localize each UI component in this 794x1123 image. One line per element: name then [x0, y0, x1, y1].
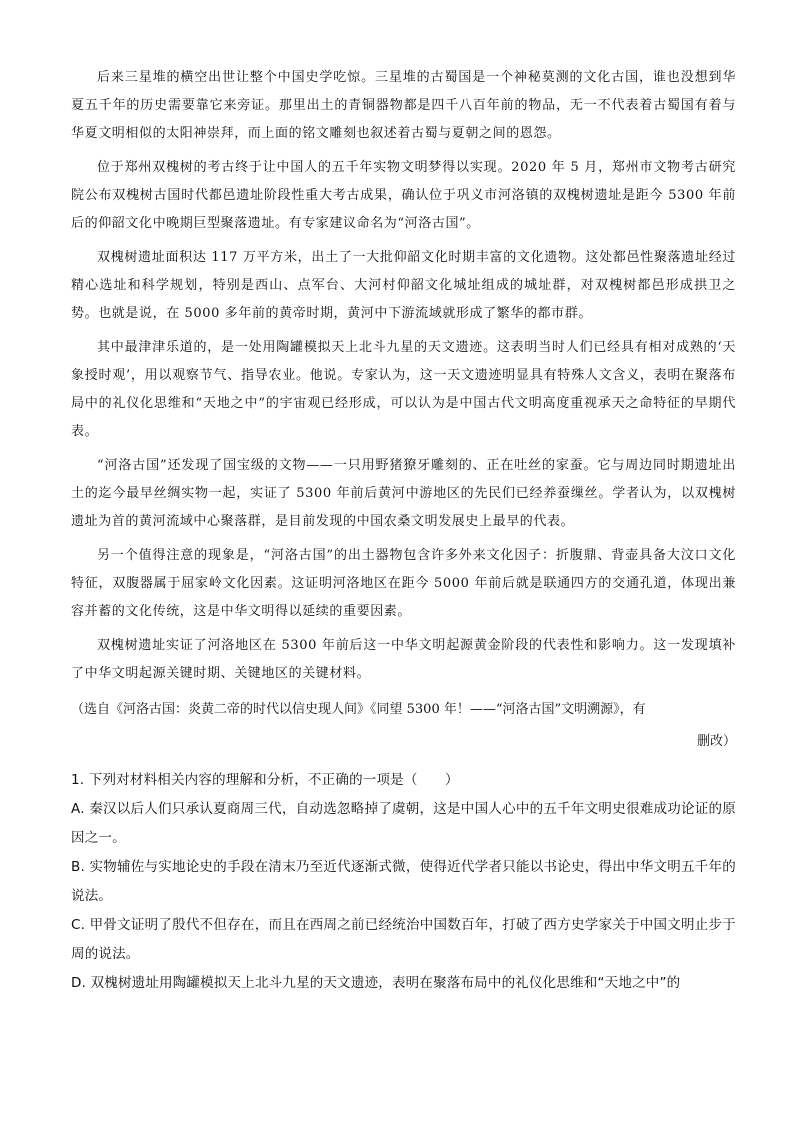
passage-paragraph: 后来三星堆的横空出世让整个中国史学吃惊。三星堆的古蜀国是一个神秘莫测的文化古国，谁也没想到华夏五千年的历史需要靠它来旁证。那里出土的青铜器物都是四千八百年前的物品，无一不代表着古蜀国有着与华夏文明相似的太阳神崇拜，而上面的铭文雕刻也叙述着古蜀与夏朝之间的恩怨。 [71, 70, 736, 141]
question-block [71, 766, 736, 998]
passage-paragraph: 其中最津津乐道的，是一处用陶罐模拟天上北斗九星的天文遗迹。这表明当时人们已经具有相对成熟的‘天象授时观’，用以观察节气、指导农业。他说。专家认为，这一天文遗迹明显具有特殊人文含义，表明在聚落布局中的礼仪化思维和“天地之中”的宇宙观已经形成，可以认为是中国古代文明高度重视承天之命特征的早期代表。 [71, 340, 736, 439]
passage-paragraph: “河洛古国”还发现了国宝级的文物——一只用野猪獠牙雕刻的、正在吐丝的家蚕。它与周边同时期遗址出土的迄今最早丝绸实物一起，实证了 5300 年前后黄河中游地区的先民们已经养蚕缫丝。学者认为，以双槐树遗址为首的黄河流域中心聚落群，是目前发现的中国农桑文明发展史上最早的代表。 [71, 458, 736, 529]
reading-passage [71, 64, 736, 688]
answer-option-b: B. 实物辅佐与实地论史的手段在清末乃至近代逐渐式微，使得近代学者只能以书论史，得出中华文明五千年的说法。 [71, 859, 736, 904]
answer-option-d: D. 双槐树遗址用陶罐模拟天上北斗九星的天文遗迹，表明在聚落布局中的礼仪化思维和“天地之中”的 [71, 975, 681, 991]
source-citation-line: （选自《河洛古国：炎黄二帝的时代以信史现人间》《同望 5300 年！——“河洛古国”文明溯源》，有 [71, 702, 646, 717]
passage-paragraph: 位于郑州双槐树的考古终于让中国人的五千年实物文明梦得以实现。2020 年 5 月，郑州市文物考古研究院公布双槐树古国时代都邑遗址阶段性重大考古成果，确认位于巩义市河洛镇的双槐树遗址是距今 5300 年前后的仰韶文化中晚期巨型聚落遗址。有专家建议命名为“河洛古国”。 [71, 160, 736, 231]
passage-paragraph: 另一个值得注意的现象是，“河洛古国”的出土器物包含许多外来文化因子：折腹鼎、背壶具备大汶口文化特征，双腹器属于屈家岭文化因素。这证明河洛地区在距今 5000 年前后就是联通四方的交通孔道，体现出兼容并蓄的文化传统，这是中华文明得以延续的重要因素。 [71, 548, 736, 619]
source-citation [71, 694, 736, 758]
answer-option-c: C. 甲骨文证明了殷代不但存在，而且在西周之前已经统治中国数百年，打破了西方史学家关于中国文明止步于周的说法。 [71, 917, 736, 962]
passage-paragraph: 双槐树遗址实证了河洛地区在 5300 年前后这一中华文明起源黄金阶段的代表性和影响力。这一发现填补了中华文明起源关键时期、关键地区的关键材料。 [71, 638, 736, 681]
question-stem: 1. 下列对材料相关内容的理解和分析，不正确的一项是（ ） [71, 772, 459, 788]
source-citation-line: 删改） [696, 734, 736, 749]
passage-paragraph: 双槐树遗址面积达 117 万平方米，出土了一大批仰韶文化时期丰富的文化遗物。这处都邑性聚落遗址经过精心选址和科学规划，特别是西山、点军台、大河村仰韶文化城址组成的城址群，对双槐树都邑形成拱卫之势。也就是说，在 5000 多年前的黄帝时期，黄河中下游流域就形成了繁华的都市群。 [71, 250, 736, 321]
answer-option-a: A. 秦汉以后人们只承认夏商周三代，自动选忽略掉了虞朝，这是中国人心中的五千年文明史很难成功论证的原因之一。 [71, 801, 736, 846]
